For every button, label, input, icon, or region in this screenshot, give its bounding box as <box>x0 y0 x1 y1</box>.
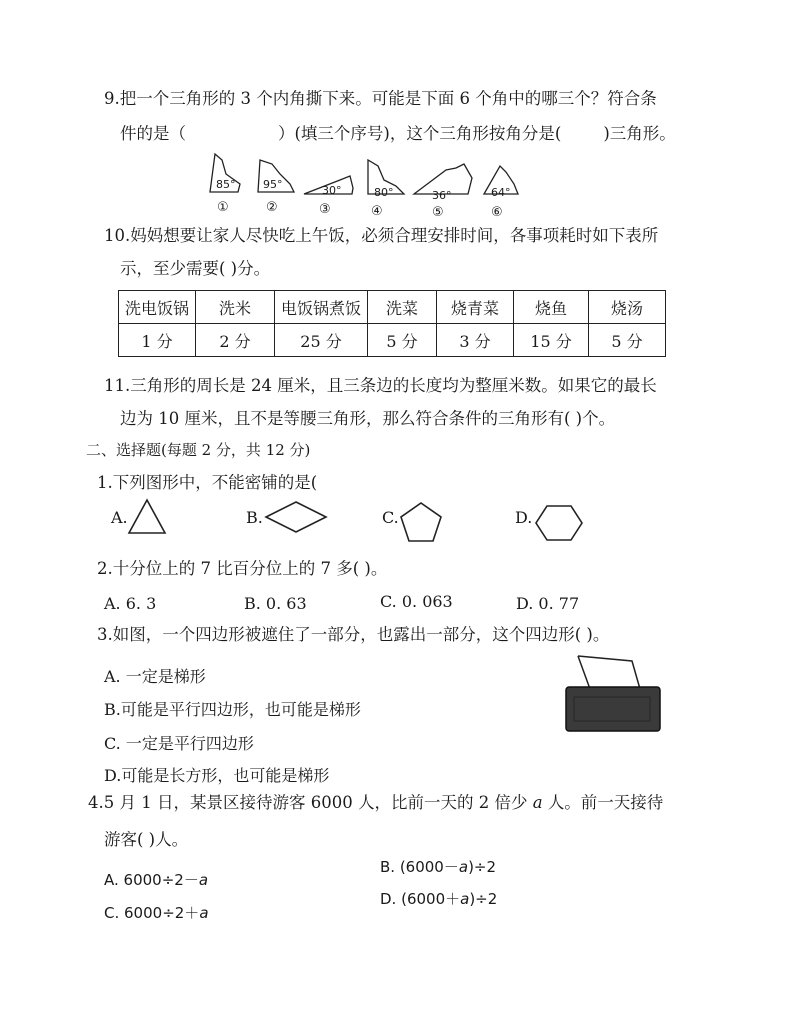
table-header-cell: 烧青菜 <box>437 291 514 324</box>
q9-line2 <box>120 126 676 143</box>
angle-5-number: ⑤ <box>432 205 444 220</box>
angle-1-number: ① <box>217 200 229 215</box>
option-prefix: D. <box>380 890 402 908</box>
c3-option-b: B.可能是平行四边形，也可能是梯形 <box>104 700 361 719</box>
q10-line2: 示，至少需要( )分。 <box>120 259 271 278</box>
table-value-row <box>119 324 666 357</box>
angle-3-number: ③ <box>319 202 331 217</box>
c4-option-b <box>380 856 496 877</box>
option-variable: a <box>458 858 469 876</box>
c1-option-b-rhombus <box>264 500 328 534</box>
option-variable: a <box>198 871 209 889</box>
table-header-cell: 洗米 <box>196 291 275 324</box>
q10-line1: 10.妈妈想要让家人尽快吃上午饭，必须合理安排时间，各事项耗时如下表所 <box>104 226 659 245</box>
q9-line2-part-a: 件的是（ <box>120 124 186 143</box>
c1-option-a-label: A. <box>111 508 128 527</box>
option-suffix: )÷2 <box>468 858 497 876</box>
table-value-cell: 1 分 <box>119 324 196 357</box>
q11-line1: 11.三角形的周长是 24 厘米，且三条边的长度均为整厘米数。如果它的最长 <box>104 376 657 395</box>
c1-stem: 1.下列图形中，不能密铺的是( <box>97 473 318 492</box>
option-prefix: A. <box>104 871 124 889</box>
c1-option-b-label: B. <box>246 508 263 527</box>
c1-option-c-label: C. <box>382 508 399 527</box>
table-header-row <box>119 291 666 324</box>
c1-option-a-triangle <box>126 497 168 537</box>
c3-option-a: A. 一定是梯形 <box>104 667 206 686</box>
option-expression: 6000÷2＋ <box>124 904 200 922</box>
quadrilateral-visible-edges <box>578 656 640 689</box>
option-variable: a <box>199 904 209 922</box>
option-expression: (6000＋ <box>401 890 461 908</box>
cover-block <box>566 687 660 731</box>
q10-time-table <box>118 290 666 357</box>
table-header-cell: 洗电饭锅 <box>119 291 196 324</box>
option-suffix: )÷2 <box>469 890 498 908</box>
angle-2-label: 95° <box>263 178 283 191</box>
c4-stem-part-b: 人。前一天接待 <box>542 793 664 812</box>
option-prefix: C. <box>104 904 125 922</box>
table-value-cell: 25 分 <box>275 324 368 357</box>
table-header-cell: 烧鱼 <box>514 291 589 324</box>
c1-option-d-label: D. <box>515 508 533 527</box>
option-expression: 6000÷2－ <box>123 871 199 889</box>
c2-option-a: A. 6. 3 <box>104 594 157 613</box>
angle-4-label: 80° <box>374 186 394 199</box>
angle-4-number: ④ <box>371 204 383 219</box>
c3-option-c: C. 一定是平行四边形 <box>104 734 254 753</box>
c4-option-c <box>104 902 209 923</box>
option-variable: a <box>460 890 470 908</box>
section-2-title: 二、选择题(每题 2 分，共 12 分) <box>86 441 311 459</box>
c2-option-b: B. 0. 63 <box>244 594 307 613</box>
table-value-cell: 5 分 <box>368 324 437 357</box>
c3-option-d: D.可能是长方形，也可能是梯形 <box>104 766 330 785</box>
c2-option-c: C. 0. 063 <box>380 592 453 611</box>
c2-stem: 2.十分位上的 7 比百分位上的 7 多( )。 <box>97 559 388 578</box>
angle-1-label: 85° <box>216 178 236 191</box>
c3-covered-quadrilateral-figure <box>560 653 664 735</box>
table-header-cell: 烧汤 <box>589 291 666 324</box>
angle-shapes <box>200 150 520 220</box>
table-value-cell: 3 分 <box>437 324 514 357</box>
c4-stem-variable: a <box>532 793 543 812</box>
option-expression: (6000－ <box>399 858 459 876</box>
c3-stem: 3.如图，一个四边形被遮住了一部分，也露出一部分，这个四边形( )。 <box>97 625 610 644</box>
q9-line2-part-c: )三角形。 <box>603 124 676 143</box>
q9-line2-part-b: ）(填三个序号)，这个三角形按角分是( <box>278 124 562 143</box>
q11-line2: 边为 10 厘米，且不是等腰三角形，那么符合条件的三角形有( )个。 <box>120 409 616 428</box>
table-value-cell: 15 分 <box>514 324 589 357</box>
table-value-cell: 2 分 <box>196 324 275 357</box>
c4-line2: 游客( )人。 <box>104 830 189 849</box>
q9-line1: 9.把一个三角形的 3 个内角撕下来。可能是下面 6 个角中的哪三个？符合条 <box>104 89 657 108</box>
option-prefix: B. <box>380 858 400 876</box>
angle-3-label: 30° <box>322 184 342 197</box>
angle-6-label: 64° <box>491 186 511 199</box>
c1-option-c-pentagon <box>398 500 444 544</box>
c2-option-d: D. 0. 77 <box>516 594 580 613</box>
angle-5-label: 36° <box>432 189 452 202</box>
c1-option-d-hexagon <box>534 503 584 543</box>
c4-option-d <box>380 888 497 909</box>
c4-stem-part-a: 4.5 月 1 日，某景区接待游客 6000 人，比前一天的 2 倍少 <box>88 793 533 812</box>
angle-2-number: ② <box>266 200 278 215</box>
table-header-cell: 电饭锅煮饭 <box>275 291 368 324</box>
table-header-cell: 洗菜 <box>368 291 437 324</box>
angle-6-number: ⑥ <box>491 205 503 220</box>
table-value-cell: 5 分 <box>589 324 666 357</box>
c4-stem <box>88 795 663 812</box>
c4-option-a <box>104 869 208 890</box>
